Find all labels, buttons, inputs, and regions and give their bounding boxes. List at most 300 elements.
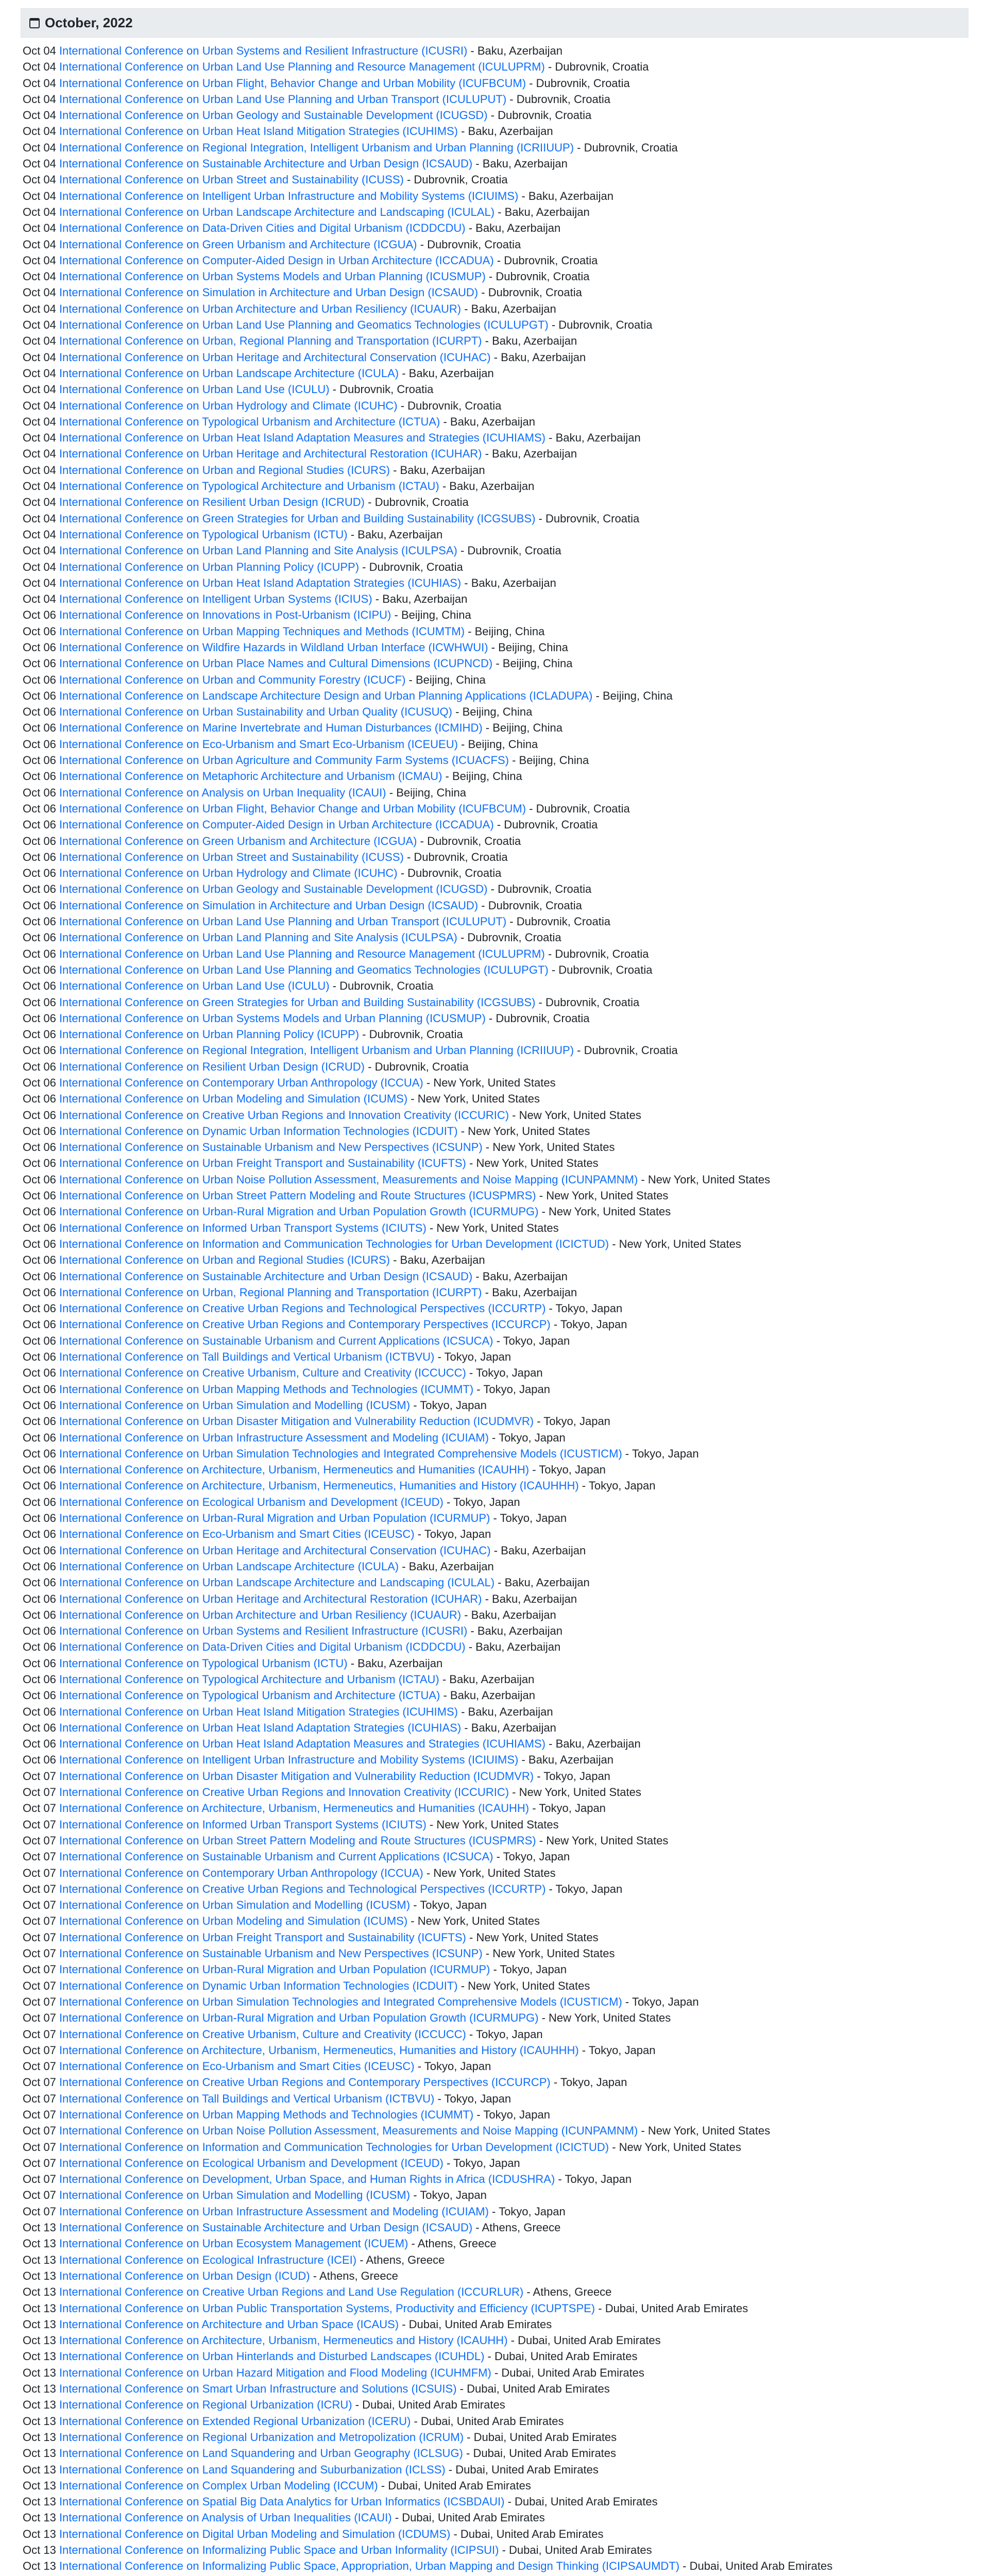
event-title-link[interactable]: International Conference on Urban Planning Policy (ICUPP) bbox=[59, 1028, 360, 1041]
event-location: New York, United States bbox=[619, 2140, 741, 2154]
event-title-link[interactable]: International Conference on Information and Communication Technologies for Urban Development (ICICTUD) bbox=[59, 2140, 609, 2154]
event-list bbox=[21, 43, 968, 2576]
event-title-link[interactable]: International Conference on Regional Integration, Intelligent Urbanism and Urban Planning (ICRIIUUP) bbox=[59, 1044, 574, 1057]
event-title-link[interactable]: International Conference on Architecture, Urbanism, Hermeneutics and Humanities (ICAUHH) bbox=[59, 1463, 530, 1477]
event-title-link[interactable]: International Conference on Urban Land Use Planning and Urban Transport (ICULUPUT) bbox=[59, 92, 507, 106]
event-location: Tokyo, Japan bbox=[444, 2092, 511, 2105]
event-row: Oct 06 International Conference on Urban Street Pattern Modeling and Route Structures (ICUSPMRS) - New York, United States bbox=[23, 1189, 669, 1202]
event-location: Dubrovnik, Croatia bbox=[545, 995, 640, 1009]
event-row: Oct 07 International Conference on Urban Simulation Technologies and Integrated Comprehensive Models (ICUSTICM) - Tokyo, Japan bbox=[23, 1995, 699, 2008]
event-title-link[interactable]: International Conference on Urban Architecture and Urban Resiliency (ICUAUR) bbox=[59, 302, 462, 315]
event-title-link[interactable]: International Conference on Urban Design (ICUD) bbox=[59, 2269, 310, 2282]
event-row bbox=[23, 2574, 966, 2576]
event-title-link[interactable]: International Conference on Urban Simulation and Modelling (ICUSM) bbox=[59, 1398, 411, 1412]
event-location: Tokyo, Japan bbox=[539, 1463, 606, 1477]
event-title-link[interactable]: International Conference on Urban Place Names and Cultural Dimensions (ICUPNCD) bbox=[59, 657, 493, 670]
event-title-link[interactable]: International Conference on Urban Infrastructure Assessment and Modeling (ICUIAM) bbox=[59, 1431, 489, 1444]
event-title-link[interactable]: International Conference on Architecture, Urbanism, Hermeneutics and Humanities (ICAUHH) bbox=[59, 1802, 530, 1815]
event-title-link[interactable]: International Conference on Urban Street Pattern Modeling and Route Structures (ICUSPMRS) bbox=[59, 1189, 536, 1202]
event-location: Beijing, China bbox=[396, 786, 466, 799]
event-title-link[interactable]: International Conference on Creative Urban Regions and Contemporary Perspectives (ICCURCP) bbox=[59, 1318, 551, 1331]
event-date: Oct 13 bbox=[23, 2398, 56, 2412]
event-title-link[interactable]: International Conference on Green Strategies for Urban and Building Sustainability (ICGSUBS) bbox=[59, 995, 536, 1009]
event-title-link[interactable]: International Conference on Typological Architecture and Urbanism (ICTAU) bbox=[59, 1672, 439, 1686]
event-title-link[interactable]: International Conference on Typological Urbanism and Architecture (ICTUA) bbox=[59, 415, 440, 428]
event-title-link[interactable]: International Conference on Architecture, Urbanism, Hermeneutics, Humanities and History (ICAUHHH) bbox=[59, 1479, 579, 1493]
event-title-link[interactable]: International Conference on Urban Hydrology and Climate (ICUHC) bbox=[59, 867, 398, 880]
event-date: Oct 06 bbox=[23, 1108, 56, 1122]
event-row: Oct 06 International Conference on Green Urbanism and Architecture (ICGUA) - Dubrovnik, Croatia bbox=[23, 834, 521, 848]
event-date: Oct 04 bbox=[23, 253, 56, 267]
event-date: Oct 06 bbox=[23, 1334, 56, 1347]
event-date: Oct 06 bbox=[23, 1672, 56, 1686]
event-title-link[interactable]: International Conference on Dynamic Urban Information Technologies (ICDUIT) bbox=[59, 1124, 458, 1138]
event-title-link[interactable]: International Conference on Ecological Infrastructure (ICEI) bbox=[59, 2253, 357, 2266]
event-title-link[interactable]: International Conference on Urban Planning Policy (ICUPP) bbox=[59, 560, 360, 573]
event-title-link[interactable]: International Conference on Dynamic Urban Information Technologies (ICDUIT) bbox=[59, 1979, 458, 1992]
event-title-link[interactable]: International Conference on Urban Public Transportation Systems, Productivity and Efficiency (ICUPTSPE) bbox=[59, 2301, 595, 2315]
event-title-link[interactable]: International Conference on Creative Urban Regions and Land Use Regulation (ICCURLUR) bbox=[59, 2285, 524, 2299]
event-title-link[interactable]: International Conference on Urban Heat Island Adaptation Measures and Strategies (ICUHIAMS) bbox=[59, 431, 546, 445]
event-date: Oct 07 bbox=[23, 1834, 56, 1847]
event-title-link[interactable]: International Conference on Landscape Architecture Design and Urban Planning Applications (ICLADUPA) bbox=[59, 689, 593, 702]
event-title-link[interactable]: International Conference on Creative Urbanism, Culture and Creativity (ICCUCC) bbox=[59, 2027, 466, 2041]
event-title-link[interactable]: International Conference on Urban Hazard Mitigation and Flood Modeling (ICUHMFM) bbox=[59, 2366, 491, 2379]
event-title-link[interactable]: International Conference on Urban Street Pattern Modeling and Route Structures (ICUSPMRS) bbox=[59, 1834, 536, 1847]
event-location: Baku, Azerbaijan bbox=[492, 1592, 577, 1605]
event-row: Oct 06 International Conference on Sustainable Urbanism and New Perspectives (ICSUNP) - New York, United States bbox=[23, 1141, 615, 1154]
event-location: Tokyo, Japan bbox=[503, 1850, 570, 1863]
event-title-link[interactable]: International Conference on Information and Communication Technologies for Urban Development (ICICTUD) bbox=[59, 1237, 609, 1250]
event-title-link[interactable]: International Conference on Urban Heritage and Architectural Conservation (ICUHAC) bbox=[59, 1544, 491, 1557]
event-row: Oct 07 International Conference on Creative Urban Regions and Technological Perspectives (ICCURTP) - Tokyo, Japan bbox=[23, 1882, 623, 1895]
event-row: Oct 04 International Conference on Urban Systems Models and Urban Planning (ICUSMUP) - Dubrovnik, Croatia bbox=[23, 270, 590, 283]
event-location: Dubrovnik, Croatia bbox=[339, 979, 434, 993]
event-row: Oct 06 International Conference on Marine Invertebrate and Human Disturbances (ICMIHD) - Beijing, China bbox=[23, 721, 562, 735]
event-row: Oct 07 International Conference on Urban Noise Pollution Assessment, Measurements and Noise Mapping (ICUNPAMNM) - New York, United States bbox=[23, 2124, 771, 2138]
event-title-link[interactable]: International Conference on Urban Systems and Resilient Infrastructure (ICUSRI) bbox=[59, 44, 468, 57]
event-title-link[interactable]: International Conference on Regional Integration, Intelligent Urbanism and Urban Planning (ICRIIUUP) bbox=[59, 141, 574, 154]
event-title-link[interactable]: International Conference on Architecture, Urbanism, Hermeneutics, Humanities and History (ICAUHHH) bbox=[59, 2043, 579, 2057]
event-location: Baku, Azerbaijan bbox=[555, 1737, 641, 1751]
event-row: Oct 13 International Conference on Architecture and Urban Space (ICAUS) - Dubai, United Arab Emirates bbox=[23, 2317, 552, 2331]
event-location: Dubrovnik, Croatia bbox=[555, 947, 649, 960]
event-title-link[interactable]: International Conference on Urban Heat Island Mitigation Strategies (ICUHIMS) bbox=[59, 125, 458, 138]
event-row: Oct 07 International Conference on Dynamic Urban Information Technologies (ICDUIT) - New York, United States bbox=[23, 1979, 590, 1992]
event-location: Tokyo, Japan bbox=[453, 2156, 520, 2170]
event-location: New York, United States bbox=[549, 1205, 671, 1218]
event-title-link[interactable]: International Conference on Typological Architecture and Urbanism (ICTAU) bbox=[59, 480, 439, 493]
event-location: New York, United States bbox=[417, 1092, 540, 1106]
event-title-link[interactable]: International Conference on Typological Urbanism (ICTU) bbox=[59, 1656, 348, 1670]
event-title-link[interactable]: International Conference on Regional Urbanization (ICRU) bbox=[59, 2398, 352, 2412]
event-title-link[interactable]: International Conference on Urban Freight Transport and Sustainability (ICUFTS) bbox=[59, 1157, 466, 1170]
event-title-link[interactable]: International Conference on Urban Systems Models and Urban Planning (ICUSMUP) bbox=[59, 1011, 486, 1025]
event-title-link[interactable]: International Conference on Green Urbanism and Architecture (ICGUA) bbox=[59, 834, 417, 848]
event-title-link[interactable]: International Conference on Typological Urbanism and Architecture (ICTUA) bbox=[59, 1689, 440, 1702]
event-date: Oct 07 bbox=[23, 1802, 56, 1815]
event-location: Tokyo, Japan bbox=[560, 1318, 627, 1331]
event-title-link[interactable]: International Conference on Intelligent Urban Infrastructure and Mobility Systems (ICIUIMS) bbox=[59, 189, 519, 202]
event-title-link[interactable]: International Conference on Creative Urbanism, Culture and Creativity (ICCUCC) bbox=[59, 1366, 466, 1380]
event-title-link[interactable]: International Conference on Regional Urbanization and Metropolization (ICRUM) bbox=[59, 2430, 464, 2444]
event-title-link[interactable]: International Conference on Sustainable Architecture and Urban Design (ICSAUD) bbox=[59, 157, 473, 171]
event-title-link[interactable]: International Conference on Smart Urban Infrastructure and Solutions (ICSUIS) bbox=[59, 2382, 457, 2396]
event-title-link[interactable]: International Conference on Urban Land Use (ICULU) bbox=[59, 979, 330, 993]
event-title-link[interactable]: International Conference on Urban Agriculture and Community Farm Systems (ICUACFS) bbox=[59, 754, 509, 767]
event-row: Oct 06 International Conference on Sustainable Urbanism and Current Applications (ICSUCA) - Tokyo, Japan bbox=[23, 1334, 570, 1347]
event-date: Oct 07 bbox=[23, 1899, 56, 1912]
event-title-link[interactable]: International Conference on Eco-Urbanism and Smart Eco-Urbanism (ICEUEU) bbox=[59, 737, 458, 751]
event-title-link[interactable]: International Conference on Sustainable Urbanism and Current Applications (ICSUCA) bbox=[59, 1334, 493, 1347]
event-location: Baku, Azerbaijan bbox=[471, 1721, 556, 1734]
event-row: Oct 06 International Conference on Urban Freight Transport and Sustainability (ICUFTS) - New York, United States bbox=[23, 1157, 599, 1170]
event-date: Oct 06 bbox=[23, 1350, 56, 1364]
event-title-link[interactable]: International Conference on Creative Urban Regions and Technological Perspectives (ICCURTP) bbox=[59, 1882, 546, 1895]
event-title-link[interactable]: International Conference on Spatial Big Data Analytics for Urban Informatics (ICSBDAUI) bbox=[59, 2495, 505, 2509]
event-row: Oct 13 International Conference on Urban Design (ICUD) - Athens, Greece bbox=[23, 2269, 398, 2282]
event-row: Oct 06 International Conference on Wildfire Hazards in Wildland Urban Interface (ICWHWUI) - Beijing, China bbox=[23, 640, 568, 654]
event-title-link[interactable]: International Conference on Land Squandering and Suburbanization (ICLSS) bbox=[59, 2463, 446, 2476]
event-title-link[interactable]: International Conference on Complex Urban Modeling (ICCUM) bbox=[59, 2479, 378, 2492]
event-title-link[interactable]: International Conference on Simulation in Architecture and Urban Design (ICSAUD) bbox=[59, 286, 479, 299]
event-title-link[interactable]: International Conference on Informed Urban Transport Systems (ICIUTS) bbox=[59, 1818, 427, 1831]
event-location: Beijing, China bbox=[468, 737, 538, 751]
event-title-link[interactable]: International Conference on Sustainable Urbanism and New Perspectives (ICSUNP) bbox=[59, 1947, 483, 1960]
event-date: Oct 06 bbox=[23, 818, 56, 832]
event-row: Oct 07 International Conference on Eco-Urbanism and Smart Cities (ICEUSC) - Tokyo, Japan bbox=[23, 2060, 491, 2073]
event-title-link[interactable]: International Conference on Urban, Regional Planning and Transportation (ICURPT) bbox=[59, 334, 482, 348]
event-title-link[interactable]: International Conference on Urban Simulation Technologies and Integrated Comprehensive Models (ICUSTICM) bbox=[59, 1995, 622, 2008]
event-title-link[interactable]: International Conference on Urban Noise Pollution Assessment, Measurements and Noise Mapping (ICUNPAMNM) bbox=[59, 2124, 638, 2138]
event-title-link[interactable]: International Conference on Urban Mapping Methods and Technologies (ICUMMT) bbox=[59, 1382, 474, 1396]
event-location: Dubai, United Arab Emirates bbox=[473, 2430, 617, 2444]
event-title-link[interactable]: International Conference on Urban Modeling and Simulation (ICUMS) bbox=[59, 1914, 408, 1928]
event-row: Oct 04 International Conference on Data-Driven Cities and Digital Urbanism (ICDDCDU) - Baku, Azerbaijan bbox=[23, 222, 561, 235]
event-title-link[interactable]: International Conference on Urban-Rural Migration and Urban Population (ICURMUP) bbox=[59, 1512, 490, 1525]
event-title-link[interactable]: International Conference on Ecological Urbanism and Development (ICEUD) bbox=[59, 2156, 444, 2170]
event-location: Dubai, United Arab Emirates bbox=[689, 2560, 833, 2573]
event-title-link[interactable]: International Conference on Sustainable Architecture and Urban Design (ICSAUD) bbox=[59, 2221, 473, 2234]
event-title-link[interactable]: International Conference on Urban Sustainability and Urban Quality (ICUSUQ) bbox=[59, 705, 452, 719]
event-row: Oct 04 International Conference on Urban Land Planning and Site Analysis (ICULPSA) - Dubrovnik, Croatia bbox=[23, 544, 561, 557]
event-location: Dubai, United Arab Emirates bbox=[467, 2382, 610, 2396]
event-row: Oct 06 International Conference on Urban Sustainability and Urban Quality (ICUSUQ) - Beijing, China bbox=[23, 705, 533, 719]
event-location: New York, United States bbox=[492, 1141, 615, 1154]
event-row: Oct 06 International Conference on Informed Urban Transport Systems (ICIUTS) - New York, United States bbox=[23, 1221, 559, 1234]
event-title-link[interactable]: International Conference on Resilient Urban Design (ICRUD) bbox=[59, 496, 365, 509]
event-date: Oct 06 bbox=[23, 834, 56, 848]
event-title-link[interactable]: International Conference on Urban Systems and Resilient Infrastructure (ICUSRI) bbox=[59, 1624, 468, 1638]
event-title-link[interactable]: International Conference on Informalizing Public Space, Appropriation, Urban Mapping and Design Thinking (ICIPSAUMDT) bbox=[59, 2560, 680, 2573]
event-title-link[interactable]: International Conference on Development, Urban Space, and Human Rights in Africa (ICDUSHRA) bbox=[59, 2173, 555, 2186]
event-title-link[interactable]: International Conference on Urban Land Use (ICULU) bbox=[59, 383, 330, 396]
event-row: Oct 07 International Conference on Urban Street Pattern Modeling and Route Structures (ICUSPMRS) - New York, United States bbox=[23, 1834, 669, 1847]
event-title-link[interactable]: International Conference on Informalizing Public Space and Urban Informality (ICIPSUI) bbox=[59, 2544, 499, 2557]
event-title-link[interactable]: International Conference on Eco-Urbanism and Smart Cities (ICEUSC) bbox=[59, 2060, 415, 2073]
event-location: Dubrovnik, Croatia bbox=[545, 512, 640, 525]
event-title-link[interactable]: International Conference on Typological Urbanism (ICTU) bbox=[59, 528, 348, 541]
event-title-link[interactable]: International Conference on Ecological Urbanism and Development (ICEUD) bbox=[59, 1495, 444, 1509]
event-title-link[interactable]: International Conference on Urban Land Use Planning and Urban Transport (ICULUPUT) bbox=[59, 915, 507, 928]
event-row: Oct 06 International Conference on Urban Street and Sustainability (ICUSS) - Dubrovnik, Croatia bbox=[23, 850, 508, 863]
event-location: Athens, Greece bbox=[533, 2285, 612, 2299]
event-title-link[interactable]: International Conference on Urban Simulation and Modelling (ICUSM) bbox=[59, 2189, 411, 2202]
event-title-link[interactable]: International Conference on Urban Land Use Planning and Geomatics Technologies (ICULUPGT) bbox=[59, 318, 549, 332]
event-row: Oct 06 International Conference on Urban Heat Island Adaptation Strategies (ICUHIAS) - Baku, Azerbaijan bbox=[23, 1721, 556, 1734]
event-date: Oct 06 bbox=[23, 1640, 56, 1654]
event-title-link[interactable]: International Conference on Computer-Aided Design in Urban Architecture (ICCADUA) bbox=[59, 818, 494, 832]
event-date: Oct 13 bbox=[23, 2511, 56, 2524]
event-title-link[interactable]: International Conference on Eco-Urbanism and Smart Cities (ICEUSC) bbox=[59, 1528, 415, 1541]
event-date: Oct 13 bbox=[23, 2447, 56, 2460]
event-location: Baku, Azerbaijan bbox=[357, 1656, 443, 1670]
event-location: Baku, Azerbaijan bbox=[501, 350, 586, 364]
event-location: Dubrovnik, Croatia bbox=[558, 963, 653, 976]
event-row: Oct 07 International Conference on Development, Urban Space, and Human Rights in Africa (ICDUSHRA) - Tokyo, Japan bbox=[23, 2173, 632, 2186]
event-row: Oct 07 International Conference on Tall Buildings and Vertical Urbanism (ICTBVU) - Tokyo, Japan bbox=[23, 2092, 511, 2105]
event-title-link[interactable]: International Conference on Urban Landscape Architecture (ICULA) bbox=[59, 1560, 399, 1573]
event-title-link[interactable]: International Conference on Urban Heat Island Adaptation Measures and Strategies (ICUHIAMS) bbox=[59, 1737, 546, 1751]
event-row: Oct 04 International Conference on Green Urbanism and Architecture (ICGUA) - Dubrovnik, Croatia bbox=[23, 238, 521, 251]
event-title-link[interactable]: International Conference on Sustainable Urbanism and New Perspectives (ICSUNP) bbox=[59, 1141, 483, 1154]
event-title-link[interactable]: International Conference on Urban Architecture and Urban Resiliency (ICUAUR) bbox=[59, 1608, 462, 1621]
event-title-link[interactable]: International Conference on Extended Regional Urbanization (ICERU) bbox=[59, 2414, 411, 2428]
event-title-link[interactable]: International Conference on Innovations in Post-Urbanism (ICIPU) bbox=[59, 608, 391, 622]
event-title-link[interactable]: International Conference on Urban Heat Island Mitigation Strategies (ICUHIMS) bbox=[59, 1705, 458, 1718]
event-location: Tokyo, Japan bbox=[499, 2205, 566, 2218]
event-date: Oct 07 bbox=[23, 2092, 56, 2105]
event-row: Oct 06 International Conference on Urban Infrastructure Assessment and Modeling (ICUIAM) - Tokyo, Japan bbox=[23, 1431, 566, 1444]
event-title-link[interactable]: International Conference on Data-Driven Cities and Digital Urbanism (ICDDCDU) bbox=[59, 1640, 466, 1654]
event-date: Oct 04 bbox=[23, 302, 56, 315]
event-date: Oct 13 bbox=[23, 2317, 56, 2331]
event-row: Oct 07 International Conference on Urban Simulation and Modelling (ICUSM) - Tokyo, Japan bbox=[23, 1899, 487, 1912]
event-location: Dubrovnik, Croatia bbox=[467, 931, 561, 944]
event-location: Tokyo, Japan bbox=[588, 2043, 656, 2057]
event-title-link[interactable]: International Conference on Intelligent Urban Systems (ICIUS) bbox=[59, 592, 372, 606]
event-title-link[interactable]: International Conference on Urban Geology and Sustainable Development (ICUGSD) bbox=[59, 109, 488, 122]
event-date: Oct 04 bbox=[23, 496, 56, 509]
event-title-link[interactable]: International Conference on Architecture and Urban Space (ICAUS) bbox=[59, 2317, 399, 2331]
event-title-link[interactable]: International Conference on Urban and Regional Studies (ICURS) bbox=[59, 463, 390, 477]
event-date: Oct 06 bbox=[23, 1237, 56, 1250]
event-location: Baku, Azerbaijan bbox=[471, 576, 556, 589]
event-location: Baku, Azerbaijan bbox=[477, 1624, 562, 1638]
event-title-link[interactable]: International Conference on Sustainable Urbanism and Current Applications (ICSUCA) bbox=[59, 1850, 493, 1863]
event-title-link[interactable]: International Conference on Urban Hinterlands and Disturbed Landscapes (ICUHDL) bbox=[59, 2350, 485, 2363]
event-title-link[interactable]: International Conference on Resilient Urban Design (ICRUD) bbox=[59, 1060, 365, 1073]
event-title-link[interactable]: International Conference on Urban Land Planning and Site Analysis (ICULPSA) bbox=[59, 544, 457, 557]
event-title-link[interactable]: International Conference on Urban Street and Sustainability (ICUSS) bbox=[59, 173, 404, 187]
event-location: Tokyo, Japan bbox=[453, 1495, 520, 1509]
event-title-link[interactable]: International Conference on Creative Urban Regions and Innovation Creativity (ICCURIC) bbox=[59, 1786, 509, 1799]
event-date: Oct 04 bbox=[23, 125, 56, 138]
event-title-link[interactable]: International Conference on Analysis on Urban Inequality (ICAUI) bbox=[59, 786, 386, 799]
event-title-link[interactable]: International Conference on Urban Land Use Planning and Geomatics Technologies (ICULUPGT) bbox=[59, 963, 549, 976]
event-title-link[interactable]: International Conference on Intelligent Urban Infrastructure and Mobility Systems (ICIUIMS) bbox=[59, 1753, 519, 1767]
event-row: Oct 06 International Conference on Urban Land Use (ICULU) - Dubrovnik, Croatia bbox=[23, 979, 434, 993]
event-title-link[interactable]: International Conference on Data-Driven Cities and Digital Urbanism (ICDDCDU) bbox=[59, 222, 466, 235]
event-date: Oct 06 bbox=[23, 673, 56, 686]
event-title-link[interactable]: International Conference on Urban Heritage and Architectural Restoration (ICUHAR) bbox=[59, 1592, 482, 1605]
event-title-link[interactable]: International Conference on Urban Landscape Architecture and Landscaping (ICULAL) bbox=[59, 1576, 495, 1589]
event-title-link[interactable]: International Conference on Urban Disaster Mitigation and Vulnerability Reduction (ICUDMVR) bbox=[59, 1769, 534, 1783]
event-title-link[interactable]: International Conference on Urban Infrastructure Assessment and Modeling (ICUIAM) bbox=[59, 2205, 489, 2218]
event-title-link[interactable]: International Conference on Urban and Community Forestry (ICUCF) bbox=[59, 673, 406, 686]
event-row: Oct 13 International Conference on Urban Hazard Mitigation and Flood Modeling (ICUHMFM) - Dubai, United Arab Emirates bbox=[23, 2366, 644, 2379]
event-title-link[interactable]: International Conference on Urban Heat Island Adaptation Strategies (ICUHIAS) bbox=[59, 576, 462, 589]
event-date: Oct 06 bbox=[23, 1157, 56, 1170]
event-row: Oct 06 International Conference on Intelligent Urban Infrastructure and Mobility Systems (ICIUIMS) - Baku, Azerbaijan bbox=[23, 1753, 614, 1767]
event-row: Oct 06 International Conference on Typological Urbanism (ICTU) - Baku, Azerbaijan bbox=[23, 1656, 443, 1670]
event-date: Oct 04 bbox=[23, 544, 56, 557]
event-title-link[interactable]: International Conference on Urban Street and Sustainability (ICUSS) bbox=[59, 850, 404, 863]
event-title-link[interactable]: International Conference on Urban Heritage and Architectural Restoration (ICUHAR) bbox=[59, 447, 482, 461]
event-location: New York, United States bbox=[647, 1173, 771, 1186]
event-location: Dubrovnik, Croatia bbox=[488, 286, 582, 299]
event-row: Oct 06 International Conference on Urban Place Names and Cultural Dimensions (ICUPNCD) - Beijing, China bbox=[23, 657, 573, 670]
event-location: Tokyo, Japan bbox=[424, 1528, 491, 1541]
event-row: Oct 06 International Conference on Urban Hydrology and Climate (ICUHC) - Dubrovnik, Croatia bbox=[23, 867, 502, 880]
event-location: Beijing, China bbox=[502, 657, 573, 670]
event-row: Oct 07 International Conference on Creative Urban Regions and Innovation Creativity (ICCURIC) - New York, United States bbox=[23, 1786, 641, 1799]
event-date: Oct 13 bbox=[23, 2430, 56, 2444]
event-row: Oct 04 International Conference on Urban Flight, Behavior Change and Urban Mobility (ICUFBCUM) - Dubrovnik, Croatia bbox=[23, 76, 630, 90]
event-location: Dubrovnik, Croatia bbox=[516, 915, 610, 928]
event-title-link[interactable]: International Conference on Urban Geology and Sustainable Development (ICUGSD) bbox=[59, 883, 488, 896]
event-row: Oct 06 International Conference on Urban Land Use Planning and Geomatics Technologies (ICULUPGT) - Dubrovnik, Croatia bbox=[23, 963, 653, 976]
event-title-link[interactable]: International Conference on Tall Buildings and Vertical Urbanism (ICTBVU) bbox=[59, 1350, 435, 1364]
event-title-link[interactable]: International Conference on Land Squandering and Urban Geography (ICLSUG) bbox=[59, 2447, 463, 2460]
event-location: Beijing, China bbox=[492, 721, 562, 735]
event-title-link[interactable]: International Conference on Urban Mapping Methods and Technologies (ICUMMT) bbox=[59, 2108, 474, 2121]
event-title-link[interactable]: International Conference on Tall Buildings and Vertical Urbanism (ICTBVU) bbox=[59, 2092, 435, 2105]
event-location: Baku, Azerbaijan bbox=[528, 189, 614, 202]
event-date: Oct 13 bbox=[23, 2237, 56, 2250]
event-date: Oct 04 bbox=[23, 415, 56, 428]
event-row: Oct 06 International Conference on Creative Urban Regions and Innovation Creativity (ICCURIC) - New York, United States bbox=[23, 1108, 641, 1122]
event-title-link[interactable]: International Conference on Urban Heritage and Architectural Conservation (ICUHAC) bbox=[59, 350, 491, 364]
event-title-link[interactable]: International Conference on Urban Simulation Technologies and Integrated Comprehensive Models (ICUSTICM) bbox=[59, 1447, 622, 1460]
event-title-link[interactable]: International Conference on Computer-Aided Design in Urban Architecture (ICCADUA) bbox=[59, 253, 494, 267]
event-location: Dubrovnik, Croatia bbox=[427, 238, 521, 251]
event-title-link[interactable]: International Conference on Urban Ecosystem Management (ICUEM) bbox=[59, 2237, 408, 2250]
event-date: Oct 04 bbox=[23, 463, 56, 477]
event-title-link[interactable]: International Conference on Urban Flight, Behavior Change and Urban Mobility (ICUFBCUM) bbox=[59, 76, 526, 90]
event-location: Dubai, United Arab Emirates bbox=[388, 2479, 531, 2492]
event-title-link[interactable]: International Conference on Contemporary Urban Anthropology (ICCUA) bbox=[59, 1866, 423, 1879]
event-date: Oct 06 bbox=[23, 1447, 56, 1460]
event-title-link[interactable]: International Conference on Urban-Rural Migration and Urban Population Growth (ICURMUPG) bbox=[59, 1205, 539, 1218]
event-title-link[interactable]: International Conference on Urban Land Planning and Site Analysis (ICULPSA) bbox=[59, 931, 457, 944]
event-title-link[interactable]: International Conference on Metaphoric Architecture and Urbanism (ICMAU) bbox=[59, 770, 442, 783]
event-row: Oct 04 International Conference on Sustainable Architecture and Urban Design (ICSAUD) - Baku, Azerbaijan bbox=[23, 157, 568, 171]
event-location: Dubai, United Arab Emirates bbox=[509, 2544, 652, 2557]
event-title-link[interactable]: International Conference on Creative Urban Regions and Technological Perspectives (ICCURTP) bbox=[59, 1302, 546, 1315]
event-title-link[interactable]: International Conference on Urban Hydrology and Climate (ICUHC) bbox=[59, 399, 398, 412]
event-title-link[interactable]: International Conference on Urban Disaster Mitigation and Vulnerability Reduction (ICUDMVR) bbox=[59, 1415, 534, 1428]
event-title-link[interactable]: International Conference on Urban Land Use Planning and Resource Management (ICULUPRM) bbox=[59, 60, 545, 74]
event-title-link[interactable]: International Conference on Urban Modeling and Simulation (ICUMS) bbox=[59, 1092, 408, 1106]
event-title-link[interactable]: International Conference on Green Strategies for Urban and Building Sustainability (ICGSUBS) bbox=[59, 512, 536, 525]
event-row: Oct 06 International Conference on Analysis on Urban Inequality (ICAUI) - Beijing, China bbox=[23, 786, 466, 799]
event-title-link[interactable]: International Conference on Urban and Regional Studies (ICURS) bbox=[59, 1253, 390, 1267]
event-title-link[interactable]: International Conference on Urban-Rural Migration and Urban Population (ICURMUP) bbox=[59, 1963, 490, 1976]
event-row: Oct 07 International Conference on Creative Urban Regions and Contemporary Perspectives (ICCURCP) - Tokyo, Japan bbox=[23, 2076, 627, 2089]
event-title-link[interactable]: International Conference on Urban, Regional Planning and Transportation (ICURPT) bbox=[59, 1285, 482, 1299]
event-row: Oct 06 International Conference on Urban Mapping Techniques and Methods (ICUMTM) - Beijing, China bbox=[23, 624, 545, 638]
event-row: Oct 13 International Conference on Architecture, Urbanism, Hermeneutics and History (ICAUHH) - Dubai, United Arab Emirates bbox=[23, 2334, 661, 2347]
event-date: Oct 04 bbox=[23, 447, 56, 461]
event-date: Oct 13 bbox=[23, 2414, 56, 2428]
event-row: Oct 07 International Conference on Urban Disaster Mitigation and Vulnerability Reduction (ICUDMVR) - Tokyo, Japan bbox=[23, 1769, 610, 1783]
event-title-link[interactable]: International Conference on Urban Land Use Planning and Resource Management (ICULUPRM) bbox=[59, 947, 545, 960]
event-location: Baku, Azerbaijan bbox=[555, 431, 641, 445]
event-title-link[interactable]: International Conference on Marine Invertebrate and Human Disturbances (ICMIHD) bbox=[59, 721, 483, 735]
event-title-link[interactable]: International Conference on Urban Mapping Techniques and Methods (ICUMTM) bbox=[59, 624, 465, 638]
event-title-link[interactable]: International Conference on Digital Urban Modeling and Simulation (ICDUMS) bbox=[59, 2527, 451, 2540]
event-location: Beijing, China bbox=[401, 608, 471, 622]
event-row: Oct 06 International Conference on Urban Land Use Planning and Urban Transport (ICULUPUT) - Dubrovnik, Croatia bbox=[23, 915, 610, 928]
event-location: Dubrovnik, Croatia bbox=[536, 802, 630, 815]
event-location: Dubrovnik, Croatia bbox=[584, 141, 678, 154]
event-title-link[interactable]: International Conference on Green Urbanism and Architecture (ICGUA) bbox=[59, 238, 417, 251]
event-title-link[interactable]: International Conference on Urban Noise Pollution Assessment, Measurements and Noise Mapping (ICUNPAMNM) bbox=[59, 1173, 638, 1186]
event-title-link[interactable]: International Conference on Wildfire Hazards in Wildland Urban Interface (ICWHWUI) bbox=[59, 640, 488, 654]
event-date: Oct 07 bbox=[23, 1786, 56, 1799]
event-title-link[interactable]: International Conference on Urban Systems Models and Urban Planning (ICUSMUP) bbox=[59, 270, 486, 283]
event-title-link[interactable]: International Conference on Analysis of Urban Inequalities (ICAUI) bbox=[59, 2511, 392, 2524]
event-location: Dubrovnik, Croatia bbox=[584, 1044, 678, 1057]
event-row: Oct 04 International Conference on Urban, Regional Planning and Transportation (ICURPT) - Baku, Azerbaijan bbox=[23, 334, 577, 348]
event-title-link[interactable]: International Conference on Creative Urban Regions and Contemporary Perspectives (ICCURCP) bbox=[59, 2076, 551, 2089]
event-row: Oct 06 International Conference on Creative Urban Regions and Technological Perspectives (ICCURTP) - Tokyo, Japan bbox=[23, 1302, 623, 1315]
event-title-link[interactable]: International Conference on Contemporary Urban Anthropology (ICCUA) bbox=[59, 1076, 423, 1089]
event-title-link[interactable]: International Conference on Urban Landscape Architecture (ICULA) bbox=[59, 366, 399, 380]
event-date: Oct 06 bbox=[23, 1092, 56, 1106]
event-title-link[interactable]: International Conference on Urban Heat Island Adaptation Strategies (ICUHIAS) bbox=[59, 1721, 462, 1734]
event-location: Beijing, China bbox=[416, 673, 486, 686]
event-row: Oct 06 International Conference on Eco-Urbanism and Smart Eco-Urbanism (ICEUEU) - Beijing, China bbox=[23, 737, 538, 751]
event-location: Beijing, China bbox=[519, 754, 589, 767]
event-row: Oct 06 International Conference on Urban-Rural Migration and Urban Population (ICURMUP) - Tokyo, Japan bbox=[23, 1512, 567, 1525]
event-date: Oct 04 bbox=[23, 92, 56, 106]
event-location: Baku, Azerbaijan bbox=[492, 447, 577, 461]
event-location: Baku, Azerbaijan bbox=[501, 1544, 586, 1557]
event-row: Oct 06 International Conference on Innovations in Post-Urbanism (ICIPU) - Beijing, China bbox=[23, 608, 471, 622]
event-location: Baku, Azerbaijan bbox=[468, 125, 553, 138]
event-title-link[interactable]: International Conference on Informed Urban Transport Systems (ICIUTS) bbox=[59, 1221, 427, 1234]
event-title-link[interactable]: International Conference on Creative Urban Regions and Innovation Creativity (ICCURIC) bbox=[59, 1108, 509, 1122]
event-title-link[interactable]: International Conference on Urban Freight Transport and Sustainability (ICUFTS) bbox=[59, 1930, 466, 1944]
event-title-link[interactable]: International Conference on Urban-Rural Migration and Urban Population Growth (ICURMUPG) bbox=[59, 2011, 539, 2025]
event-location: Baku, Azerbaijan bbox=[504, 1576, 590, 1589]
event-title-link[interactable]: International Conference on Simulation in Architecture and Urban Design (ICSAUD) bbox=[59, 899, 479, 912]
event-title-link[interactable]: International Conference on Urban Landscape Architecture and Landscaping (ICULAL) bbox=[59, 205, 495, 218]
event-date: Oct 04 bbox=[23, 76, 56, 90]
event-title-link[interactable]: International Conference on Sustainable Architecture and Urban Design (ICSAUD) bbox=[59, 1269, 473, 1283]
event-date: Oct 06 bbox=[23, 1141, 56, 1154]
event-title-link[interactable]: International Conference on Urban Simulation and Modelling (ICUSM) bbox=[59, 1899, 411, 1912]
event-title-link[interactable]: International Conference on Architecture, Urbanism, Hermeneutics and History (ICAUHH) bbox=[59, 2334, 508, 2347]
event-title-link[interactable]: International Conference on Urban Flight, Behavior Change and Urban Mobility (ICUFBCUM) bbox=[59, 802, 526, 815]
event-location: Dubrovnik, Croatia bbox=[498, 883, 592, 896]
event-row: Oct 06 International Conference on Architecture, Urbanism, Hermeneutics and Humanities (ICAUHH) - Tokyo, Japan bbox=[23, 1463, 606, 1477]
event-date: Oct 06 bbox=[23, 1076, 56, 1089]
event-location: Dubai, United Arab Emirates bbox=[408, 2317, 552, 2331]
event-location: Dubrovnik, Croatia bbox=[504, 253, 598, 267]
